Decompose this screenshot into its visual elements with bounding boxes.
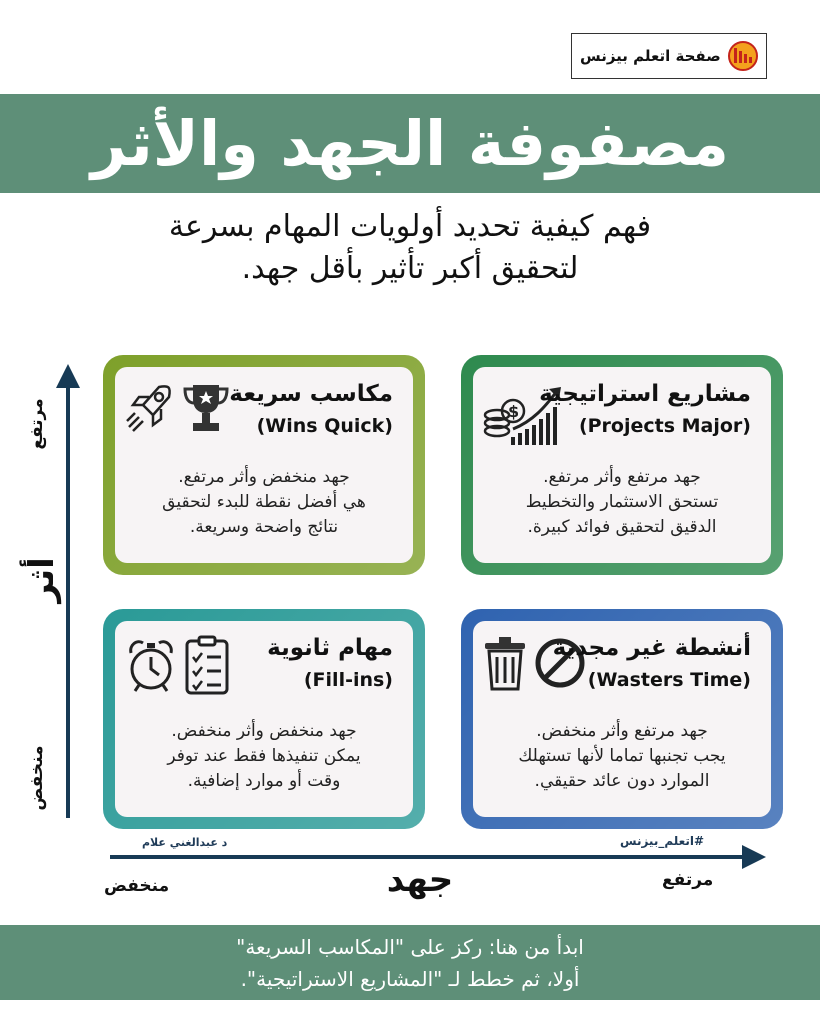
- y-axis-arrow-icon: [56, 364, 80, 388]
- svg-text:$: $: [508, 402, 520, 421]
- quick-wins-description: جهد منخفض وأثر مرتفع. هي أفضل نقطة للبدء لتحقيق نتائج واضحة وسريعة.: [162, 467, 366, 537]
- footer-line-1: ابدأ من هنا: ركز على "المكاسب السريعة": [236, 935, 584, 959]
- fill-ins-title: مهام ثانوية: [267, 635, 393, 661]
- page-subtitle: [120, 206, 700, 290]
- y-axis-low-label: منخفض: [27, 745, 47, 811]
- rocket-icon: [125, 381, 175, 441]
- fill-ins-subtitle: (Fill-ins): [303, 669, 393, 691]
- major-projects-title: مشاريع استراتيجية: [539, 381, 751, 407]
- major-projects-subtitle: (Projects Major): [578, 415, 751, 437]
- brand-name: صفحة اتعلم بيزنس: [580, 47, 721, 65]
- y-axis-label: أثر: [22, 557, 62, 603]
- x-axis-arrow-icon: [742, 845, 766, 869]
- author-credit: د عبدالغني علام: [142, 836, 228, 849]
- trash-can-icon: [483, 635, 527, 695]
- time-wasters-title: أنشطة غير مجدية: [552, 635, 751, 661]
- page-title: مصفوفة الجهد والأثر: [90, 107, 730, 180]
- y-axis-line: [66, 384, 70, 818]
- hashtag: #اتعلم_بيزنس: [620, 834, 705, 848]
- quick-wins-title: مكاسب سريعة: [229, 381, 393, 407]
- subtitle-line-1: فهم كيفية تحديد أولويات المهام بسرعة: [168, 209, 652, 244]
- footer-banner: [0, 925, 820, 1000]
- alarm-clock-icon: [125, 637, 177, 697]
- title-band: [0, 94, 820, 193]
- fill-ins-description: جهد منخفض وأثر منخفض. يمكن تنفيذها فقط عند توفر وقت أو موارد إضافية.: [167, 721, 361, 791]
- quadrant-fill-ins: [103, 609, 425, 829]
- bar-chart-logo-icon: [728, 41, 758, 71]
- time-wasters-subtitle: (Wasters Time): [587, 669, 751, 691]
- footer-line-2: أولا، ثم خطط لـ "المشاريع الاستراتيجية".: [240, 967, 580, 991]
- quadrant-major-projects: [461, 355, 783, 575]
- quadrant-time-wasters: [461, 609, 783, 829]
- subtitle-line-2: لتحقيق أكبر تأثير بأقل جهد.: [241, 251, 579, 286]
- major-projects-description: جهد مرتفع وأثر مرتفع. تستحق الاستثمار والتخطيط الدقيق لتحقيق فوائد كبيرة.: [525, 467, 719, 537]
- quadrant-quick-wins: [103, 355, 425, 575]
- y-axis-high-label: مرتفع: [27, 398, 47, 450]
- x-axis-high-label: مرتفع: [662, 870, 714, 890]
- brand-badge: [571, 33, 767, 79]
- time-wasters-description: جهد مرتفع وأثر منخفض. يجب تجنبها تماما لأنها تستهلك الموارد دون عائد حقيقي.: [518, 721, 726, 791]
- x-axis-line: [110, 855, 746, 859]
- x-axis-low-label: منخفض: [104, 876, 170, 896]
- x-axis-label: جهد: [386, 860, 454, 900]
- quick-wins-subtitle: (Wins Quick): [256, 415, 393, 437]
